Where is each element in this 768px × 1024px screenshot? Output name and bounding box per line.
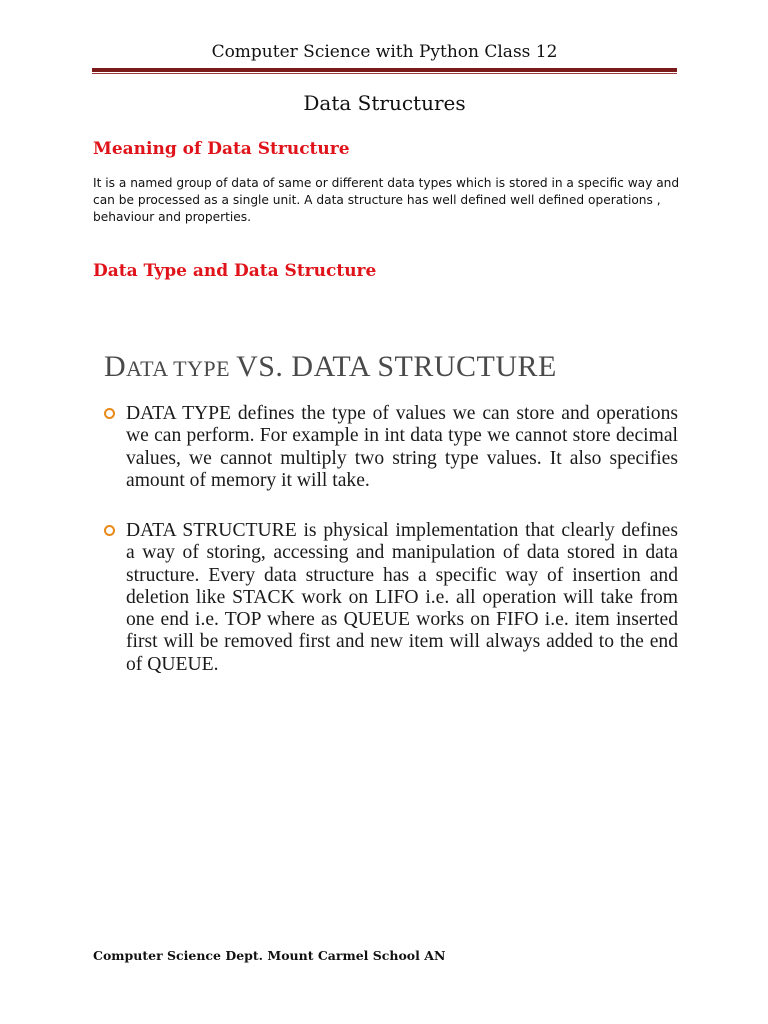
header-rule-thin xyxy=(92,73,677,74)
bullet-circle-icon xyxy=(104,408,115,419)
slide-title: DATA TYPE VS. DATA STRUCTURE xyxy=(104,350,557,383)
section-heading-datatype: Data Type and Data Structure xyxy=(93,261,377,281)
section-body-meaning: It is a named group of data of same or different data types which is stored in a specific way and can be processed as a single unit. A data structure has well defined well defined operations , behaviour and properties. xyxy=(93,176,680,224)
page-footer: Computer Science Dept. Mount Carmel School AN xyxy=(93,948,446,963)
slide-bullet-data-type: DATA TYPE defines the type of values we can store and operations we can perform. For example in int data type we cannot store decimal values, we cannot multiply two string type values. It also specifies amount of memory it will take. xyxy=(104,403,678,492)
header-rule xyxy=(92,68,677,72)
slide-bullet-data-structure: DATA STRUCTURE is physical implementation that clearly defines a way of storing, accessing and manipulation of data stored in data structure. Every data structure has a specific way of insertion and deletion like STACK work on LIFO i.e. all operation will take from one end i.e. TOP where as QUEUE works on FIFO i.e. item inserted first will be removed first and new item will always added to the end of QUEUE. xyxy=(104,520,678,676)
document-title: Data Structures xyxy=(303,91,466,115)
slide-image xyxy=(104,340,684,730)
page-header: Computer Science with Python Class 12 xyxy=(211,42,558,62)
bullet-circle-icon xyxy=(104,525,115,536)
section-heading-meaning: Meaning of Data Structure xyxy=(93,139,350,159)
